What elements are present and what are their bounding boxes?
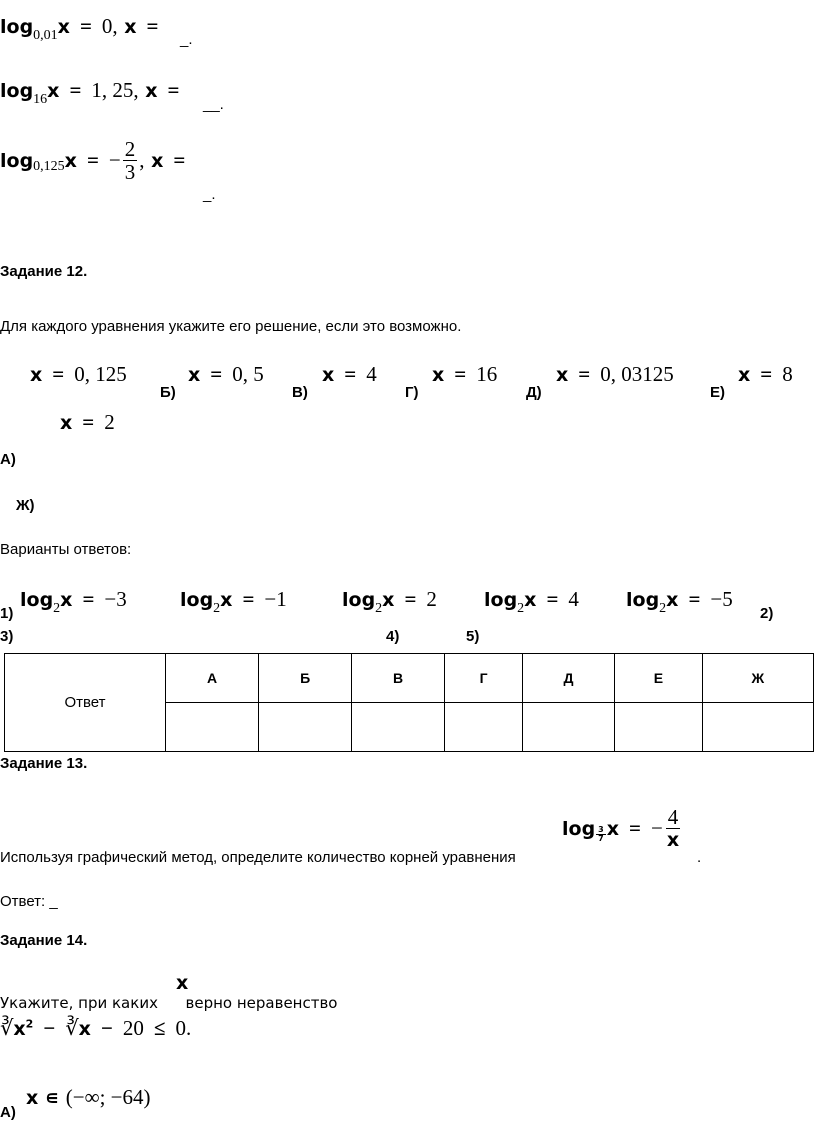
- equals-sign: =: [167, 78, 180, 102]
- log-base: 0,125: [33, 158, 65, 174]
- log-text: log: [180, 589, 214, 611]
- task-14-text: [0, 994, 338, 1012]
- variable: x: [124, 16, 137, 38]
- variable: x: [145, 80, 158, 102]
- answer-label-1: 1): [0, 605, 14, 622]
- variants-title: Варианты ответов:: [0, 541, 132, 558]
- answer-label-3: 3): [0, 628, 14, 645]
- zero: 0.: [175, 1016, 192, 1040]
- table-header-cell: В: [351, 654, 444, 703]
- variable: x: [382, 589, 395, 611]
- numerator: 3: [598, 825, 604, 834]
- task-13-period: .: [697, 849, 702, 866]
- table-header-cell: Г: [445, 654, 523, 703]
- variable: x: [606, 817, 620, 840]
- value: −1: [264, 587, 287, 611]
- equals-sign: =: [79, 14, 92, 38]
- task-14-answer-label: А): [0, 1104, 16, 1121]
- denominator: x: [666, 829, 680, 851]
- answer-cell[interactable]: [166, 703, 259, 752]
- fraction: [123, 138, 138, 183]
- rhs-value: 1, 25,: [91, 78, 139, 102]
- value: 4: [366, 362, 377, 386]
- variable: x: [60, 589, 73, 611]
- equation-3: [0, 138, 195, 183]
- numerator: 4: [667, 805, 679, 829]
- answer-label-4: 4): [386, 628, 400, 645]
- variable: x: [30, 364, 43, 386]
- answer-cell[interactable]: [351, 703, 444, 752]
- log-base: 16: [33, 92, 48, 107]
- variable: x: [64, 149, 77, 172]
- equals-sign: =: [82, 410, 95, 434]
- minus-sign: −: [100, 1016, 113, 1040]
- interval: (−∞; −64): [65, 1085, 151, 1109]
- task-12-instruction: Для каждого уравнения укажите его решение, если это возможно.: [0, 318, 462, 335]
- label-zh: Ж): [16, 497, 35, 514]
- log-text: log: [562, 817, 596, 840]
- option-a-equation: [30, 362, 127, 387]
- value: 0, 125: [74, 362, 127, 386]
- task-14-title: Задание 14.: [0, 932, 88, 949]
- log-text: log: [0, 16, 34, 38]
- label-b: Б): [160, 384, 176, 401]
- constant: 20: [122, 1016, 144, 1040]
- answer-4-equation: [484, 587, 579, 616]
- answer-cell[interactable]: [702, 703, 813, 752]
- value: 2: [104, 410, 115, 434]
- element-of-sign: ∊: [44, 1087, 60, 1109]
- log-base-fraction: [596, 826, 606, 843]
- variable: x: [666, 589, 679, 611]
- option-g-equation: [432, 362, 497, 387]
- variable: x: [188, 364, 201, 386]
- numerator: 2: [124, 137, 136, 161]
- label-v: В): [292, 384, 308, 401]
- table-header-cell: Д: [522, 654, 614, 703]
- answer-label-5: 5): [466, 628, 480, 645]
- option-d-equation: [556, 362, 674, 387]
- equation-1: [0, 14, 169, 43]
- answer-cell[interactable]: [445, 703, 523, 752]
- variable: x: [738, 364, 751, 386]
- value: 0, 5: [232, 362, 264, 386]
- minus-sign: −: [43, 1016, 56, 1040]
- task-13-text: Используя графический метод, определите количество корней уравнения: [0, 849, 516, 866]
- text-before: Укажите, при каких: [0, 994, 158, 1012]
- log-text: log: [0, 149, 34, 172]
- less-equal-sign: ≤: [153, 1016, 166, 1040]
- table-header-row: [5, 654, 814, 703]
- equals-sign: =: [173, 148, 186, 172]
- table-header-cell: А: [166, 654, 259, 703]
- task-13-equation: [562, 806, 683, 851]
- answer-blank-3: _.: [203, 186, 216, 203]
- answer-cell[interactable]: [522, 703, 614, 752]
- label-g: Г): [405, 384, 419, 401]
- variable: x: [556, 364, 569, 386]
- task-13-answer: Ответ: _: [0, 893, 58, 910]
- answer-cell[interactable]: [615, 703, 703, 752]
- answer-3-equation: [342, 587, 437, 616]
- option-zh-equation: [60, 410, 115, 435]
- equals-sign: =: [146, 14, 159, 38]
- log-base: 2: [659, 601, 667, 616]
- cube-root-icon: ∛: [65, 1016, 79, 1040]
- variable: x: [432, 364, 445, 386]
- equals-sign: =: [578, 362, 591, 386]
- log-base: 2: [213, 601, 221, 616]
- task-14-variable: x: [176, 972, 189, 994]
- label-d: Д): [526, 384, 542, 401]
- equals-sign: =: [210, 362, 223, 386]
- minus-sign: −: [108, 148, 121, 172]
- table-header-cell: Б: [259, 654, 352, 703]
- log-text: log: [0, 80, 34, 102]
- value: −5: [710, 587, 733, 611]
- value: 8: [782, 362, 793, 386]
- log-text: log: [484, 589, 518, 611]
- equation-2: [0, 78, 190, 107]
- equals-sign: =: [404, 587, 417, 611]
- log-text: log: [342, 589, 376, 611]
- cube-root-icon: ∛: [0, 1016, 14, 1040]
- task-14-answer-a: [26, 1085, 151, 1110]
- equals-sign: =: [760, 362, 773, 386]
- label-e: Е): [710, 384, 725, 401]
- value: 2: [426, 587, 437, 611]
- answer-5-equation: [626, 587, 733, 616]
- rhs-value: 0,: [101, 14, 118, 38]
- equals-sign: =: [546, 587, 559, 611]
- equals-sign: =: [688, 587, 701, 611]
- exponent: 2: [25, 1017, 34, 1031]
- denominator: 3: [124, 160, 136, 184]
- equals-sign: =: [86, 148, 99, 172]
- table-row-label: Ответ: [5, 654, 166, 752]
- variable: x: [220, 589, 233, 611]
- variable: x: [47, 80, 60, 102]
- equals-sign: =: [82, 587, 95, 611]
- table-header-cell: Е: [615, 654, 703, 703]
- option-v-equation: [322, 362, 377, 387]
- variable: x: [322, 364, 335, 386]
- answer-cell[interactable]: [259, 703, 352, 752]
- equals-sign: =: [629, 816, 641, 840]
- value: 16: [476, 362, 498, 386]
- equals-sign: =: [454, 362, 467, 386]
- value: −3: [104, 587, 127, 611]
- minus-sign: −: [650, 816, 663, 840]
- answer-label-2: 2): [760, 605, 774, 622]
- variable: x: [151, 149, 164, 172]
- log-base: 2: [375, 601, 383, 616]
- value: 4: [568, 587, 579, 611]
- equals-sign: =: [344, 362, 357, 386]
- denominator: 7: [598, 834, 604, 843]
- log-base: 0,01: [33, 28, 58, 43]
- label-a: А): [0, 451, 16, 468]
- variable: x: [13, 1018, 26, 1040]
- answer-table: [4, 653, 814, 752]
- fraction: [665, 806, 681, 851]
- equals-sign: =: [69, 78, 82, 102]
- answer-blank-2: __.: [203, 96, 224, 113]
- option-e-equation: [738, 362, 793, 387]
- option-b-equation: [188, 362, 264, 387]
- variable: x: [524, 589, 537, 611]
- log-base: 2: [517, 601, 525, 616]
- task-14-inequality: [0, 1016, 191, 1041]
- log-base: 2: [53, 601, 61, 616]
- task-13-title: Задание 13.: [0, 755, 88, 772]
- variable: x: [60, 412, 73, 434]
- log-text: log: [20, 589, 54, 611]
- table-header-cell: Ж: [702, 654, 813, 703]
- task-12-title: Задание 12.: [0, 263, 88, 280]
- equals-sign: =: [242, 587, 255, 611]
- equals-sign: =: [52, 362, 65, 386]
- answer-1-equation: [20, 587, 127, 616]
- log-text: log: [626, 589, 660, 611]
- text-after: верно неравенство: [185, 994, 338, 1012]
- answer-blank-1: _.: [180, 31, 193, 48]
- comma: ,: [139, 148, 145, 172]
- variable: x: [26, 1087, 39, 1109]
- variable: x: [57, 16, 70, 38]
- value: 0, 03125: [600, 362, 674, 386]
- variable: x: [78, 1018, 91, 1040]
- answer-2-equation: [180, 587, 287, 616]
